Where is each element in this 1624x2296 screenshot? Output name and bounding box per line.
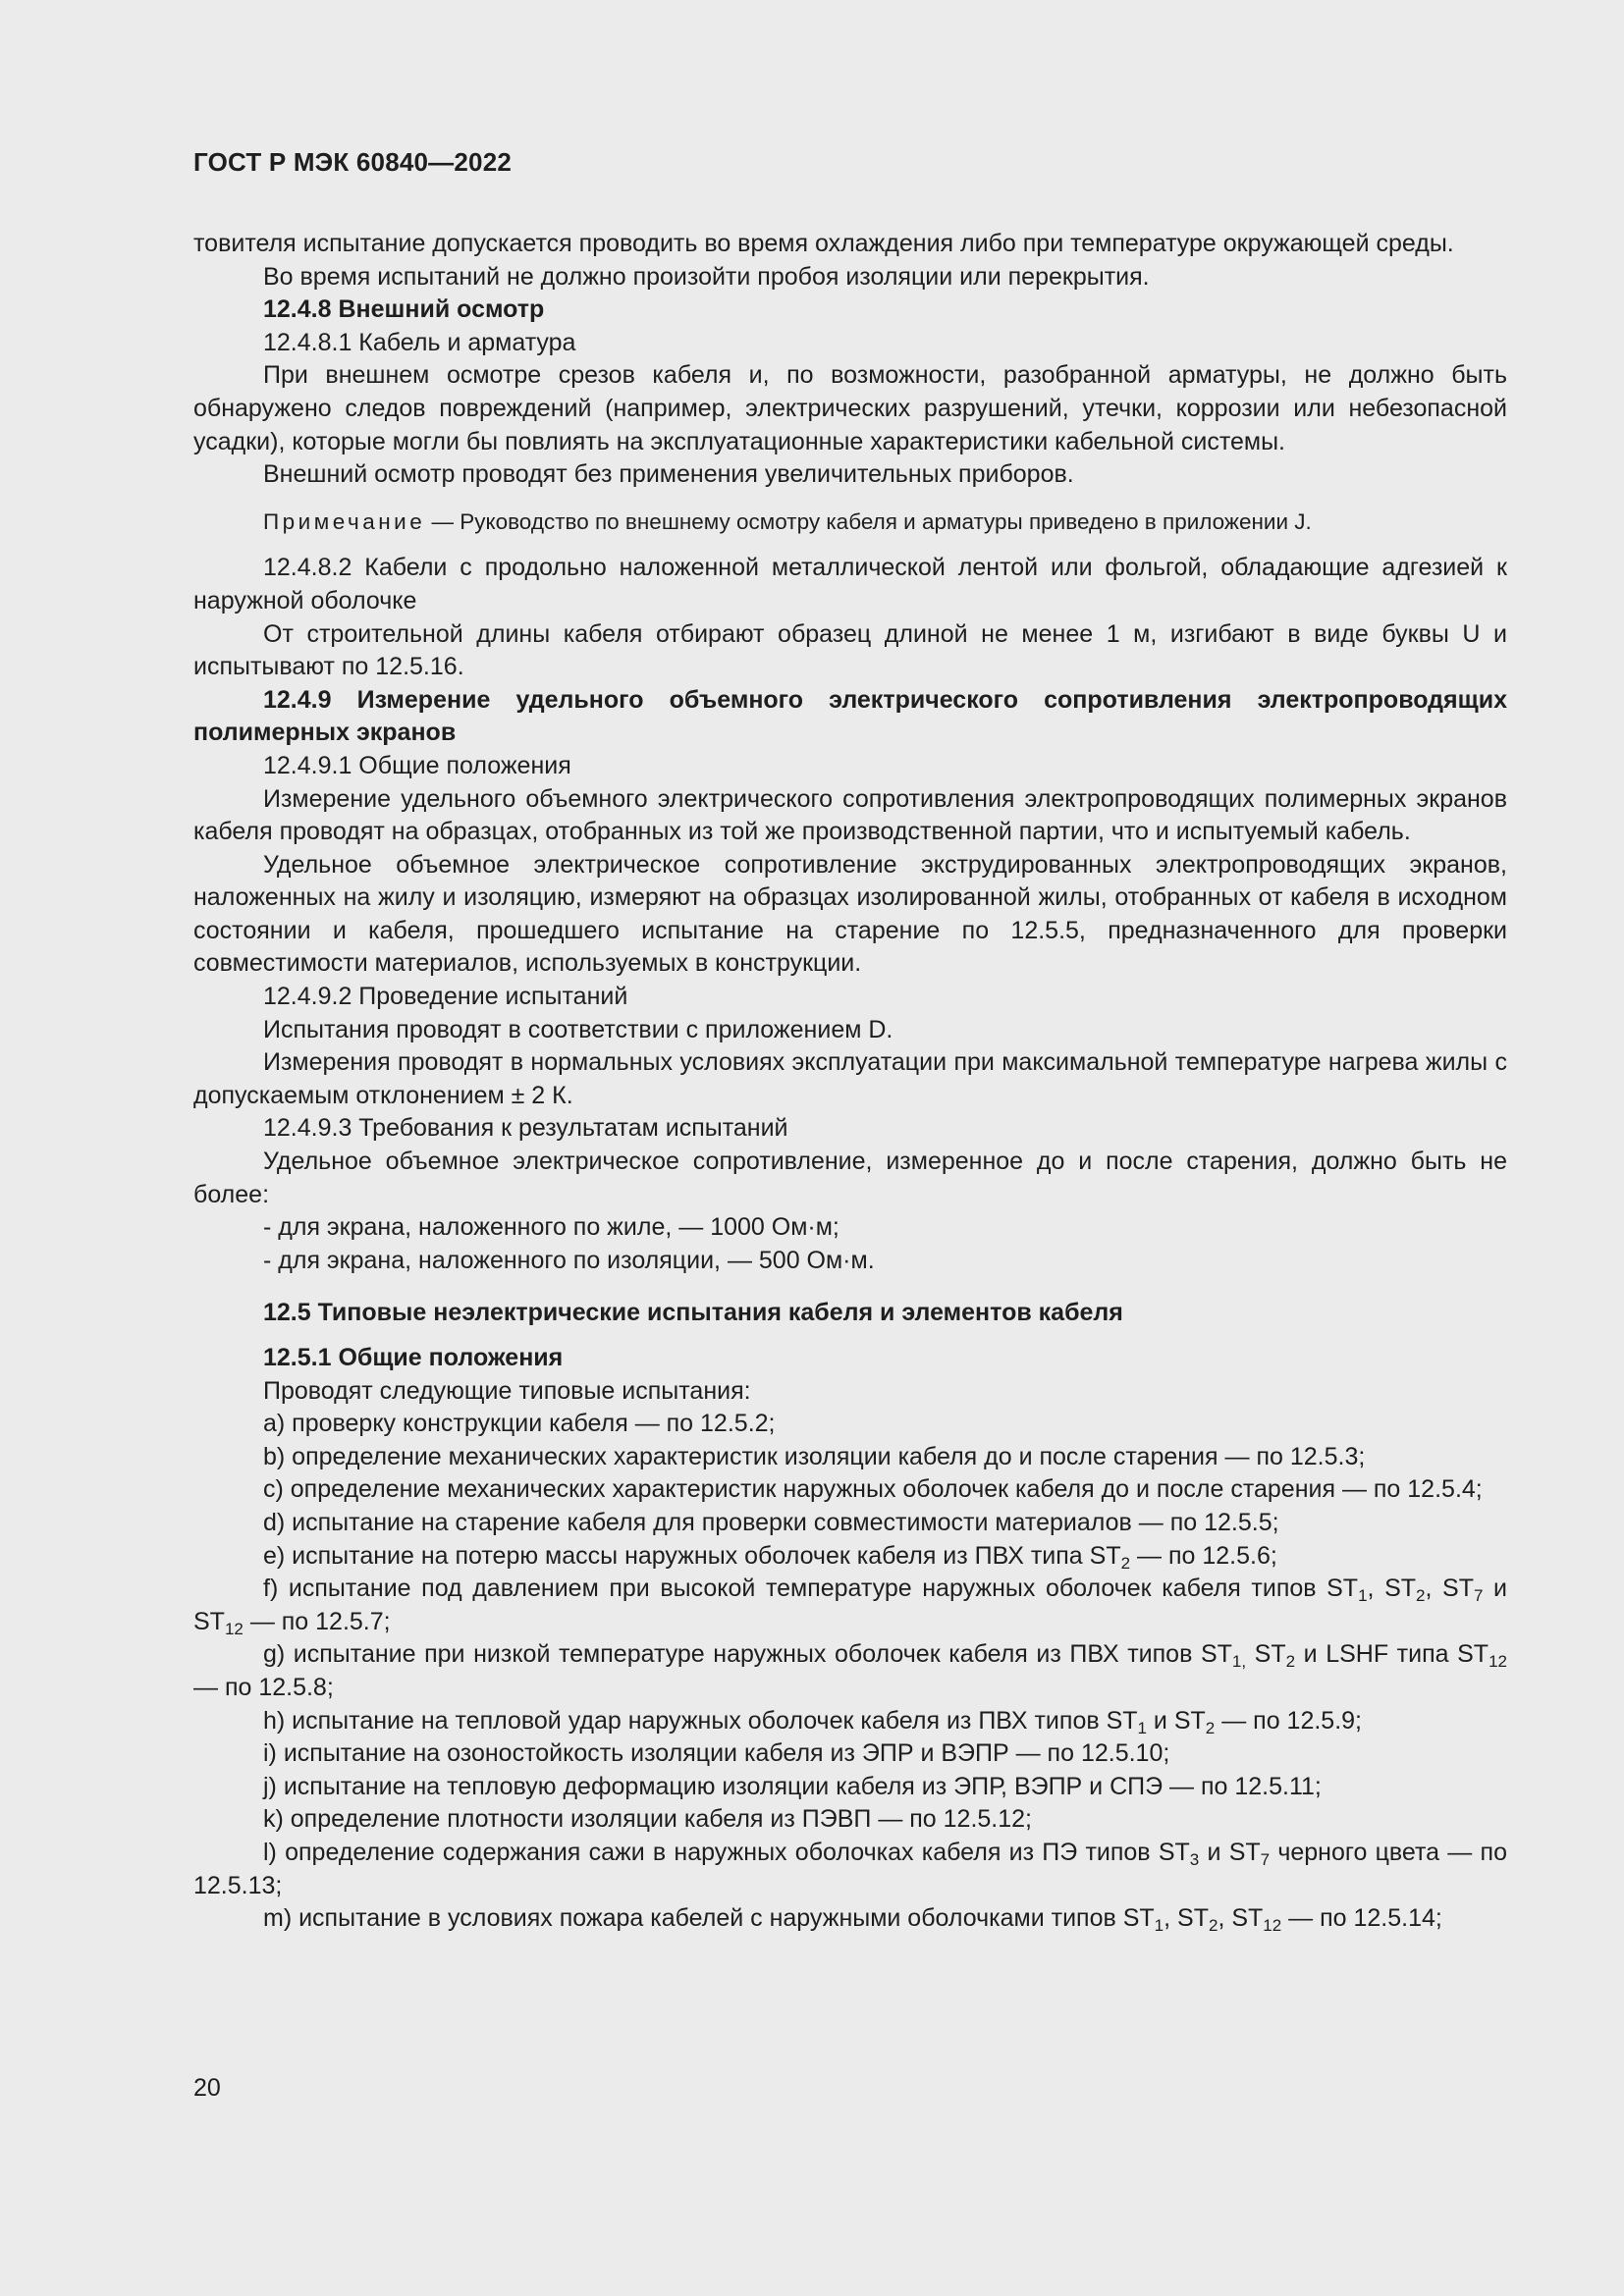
subsection-heading-12-4-8-2: 12.4.8.2 Кабели с продольно наложенной металлической лентой или фольгой, обладающие адгезией к наружной оболочке — [193, 554, 1507, 614]
list-item-h: h) испытание на тепловой удар наружных оболочек кабеля из ПВХ типов $ST_1$ и $ST_2$ — по 12.5.9; — [263, 1706, 1362, 1737]
paragraph: При внешнем осмотре срезов кабеля и, по возможности, разобранной арматуры, не должно быть обнаружено следов повреждений (например, электрических разрушений, утечки, коррозии или небезопасной усадки), которые могли бы повлиять на эксплуатационные характеристики кабельной системы. — [193, 361, 1507, 455]
paragraph: Удельное объемное электрическое сопротивление, измеренное до и после старения, должно быть не более: — [193, 1148, 1507, 1208]
paragraph: Удельное объемное электрическое сопротивление экструдированных электропроводящих экранов, наложенных на жилу и изоляцию, измеряют на образцах изолированной жилы, отобранных от кабеля в исходном состоянии и кабеля, прошедшего испытание на старение по 12.5.5, предназначенного для проверки совместимости материалов, используемых в конструкции. — [193, 850, 1507, 978]
list-item-a: a) проверку конструкции кабеля — по 12.5.2; — [263, 1410, 776, 1438]
list-item-m: m) испытание в условиях пожара кабелей с наружными оболочками типов $ST_1$, $ST_2$, $ST_{12}$ — по 12.5.14; — [263, 1904, 1442, 1936]
note-label: Примечание — [263, 508, 426, 534]
section-heading-12-5: 12.5 Типовые неэлектрические испытания кабеля и элементов кабеля — [263, 1299, 1123, 1327]
list-item-j: j) испытание на тепловую деформацию изоляции кабеля из ЭПР, ВЭПР и СПЭ — по 12.5.11; — [263, 1772, 1322, 1800]
page-number: 20 — [193, 2074, 221, 2102]
paragraph: Во время испытаний не должно произойти пробоя изоляции или перекрытия. — [263, 262, 1150, 291]
paragraph: товителя испытание допускается проводить во время охлаждения либо при температуре окружающей среды. — [193, 230, 1454, 257]
dash-list-item: - для экрана, наложенного по жиле, — 1000 Ом·м; — [263, 1213, 839, 1242]
subsection-heading-12-4-9-2: 12.4.9.2 Проведение испытаний — [263, 983, 628, 1011]
list-item-e: e) испытание на потерю массы наружных оболочек кабеля из ПВХ типа $ST_2$ — по 12.5.6; — [263, 1541, 1277, 1573]
list-item-f: f) испытание под давлением при высокой температуре наружных оболочек кабеля типов $ST_1$, $ST_2$, $ST_7$ и $ST_{12}$ — по 12.5.7; — [193, 1575, 1508, 1638]
list-item-k: k) определение плотности изоляции кабеля из ПЭВП — по 12.5.12; — [263, 1805, 1033, 1834]
note — [193, 506, 1507, 539]
paragraph: Измерения проводят в нормальных условиях эксплуатации при максимальной температуре нагрева жилы с допускаемым отклонением ± 2 К. — [193, 1048, 1507, 1109]
paragraph: Проводят следующие типовые испытания: — [263, 1376, 751, 1405]
paragraph: Испытания проводят в соответствии с приложением D. — [263, 1015, 893, 1043]
paragraph: Внешний осмотр проводят без применения увеличительных приборов. — [263, 460, 1074, 489]
paragraph: Измерение удельного объемного электрического сопротивления электропроводящих полимерных экранов кабеля проводят на образцах, отобранных из той же производственной партии, что и испытуемый кабель. — [193, 784, 1507, 846]
list-item-l: l) определение содержания сажи в наружных оболочках кабеля из ПЭ типов $ST_3$ и $ST_7$ черного цвета — по 12.5.13; — [193, 1838, 1507, 1899]
list-item-b: b) определение механических характеристик изоляции кабеля до и после старения — по 12.5.3; — [263, 1442, 1366, 1470]
section-heading-12-4-9: 12.4.9 Измерение удельного объемного электрического сопротивления электропроводящих полимерных экранов — [193, 685, 1507, 747]
list-item-c: c) определение механических характеристик наружных оболочек кабеля до и после старения — по 12.5.4; — [263, 1475, 1483, 1504]
paragraph: От строительной длины кабеля отбирают образец длиной не менее 1 м, изгибают в виде буквы U и испытывают по 12.5.16. — [193, 619, 1507, 681]
subsection-heading-12-4-8-1: 12.4.8.1 Кабель и арматура — [263, 328, 576, 356]
list-item-i: i) испытание на озоностойкость изоляции кабеля из ЭПР и ВЭПР — по 12.5.10; — [263, 1739, 1170, 1768]
document-body — [193, 228, 1507, 1936]
subsection-heading-12-4-9-1: 12.4.9.1 Общие положения — [263, 751, 571, 779]
subsection-heading-12-4-9-3: 12.4.9.3 Требования к результатам испытаний — [263, 1114, 788, 1143]
dash-list-item: - для экрана, наложенного по изоляции, — 500 Ом·м. — [263, 1246, 875, 1274]
subsection-heading-12-5-1: 12.5.1 Общие положения — [263, 1344, 564, 1371]
list-item-g: g) испытание при низкой температуре наружных оболочек кабеля из ПВХ типов $ST_{1,}$ $ST_2$ и LSHF типа $ST_{12}$ — по 12.5.8; — [193, 1640, 1507, 1701]
document-header: ГОСТ Р МЭК 60840—2022 — [193, 147, 513, 177]
list-item-d: d) испытание на старение кабеля для проверки совместимости материалов — по 12.5.5; — [263, 1508, 1279, 1536]
note-text: — Руководство по внешнему осмотру кабеля и арматуры приведено в приложении J. — [425, 508, 1312, 534]
section-heading-12-4-8: 12.4.8 Внешний осмотр — [263, 295, 545, 324]
